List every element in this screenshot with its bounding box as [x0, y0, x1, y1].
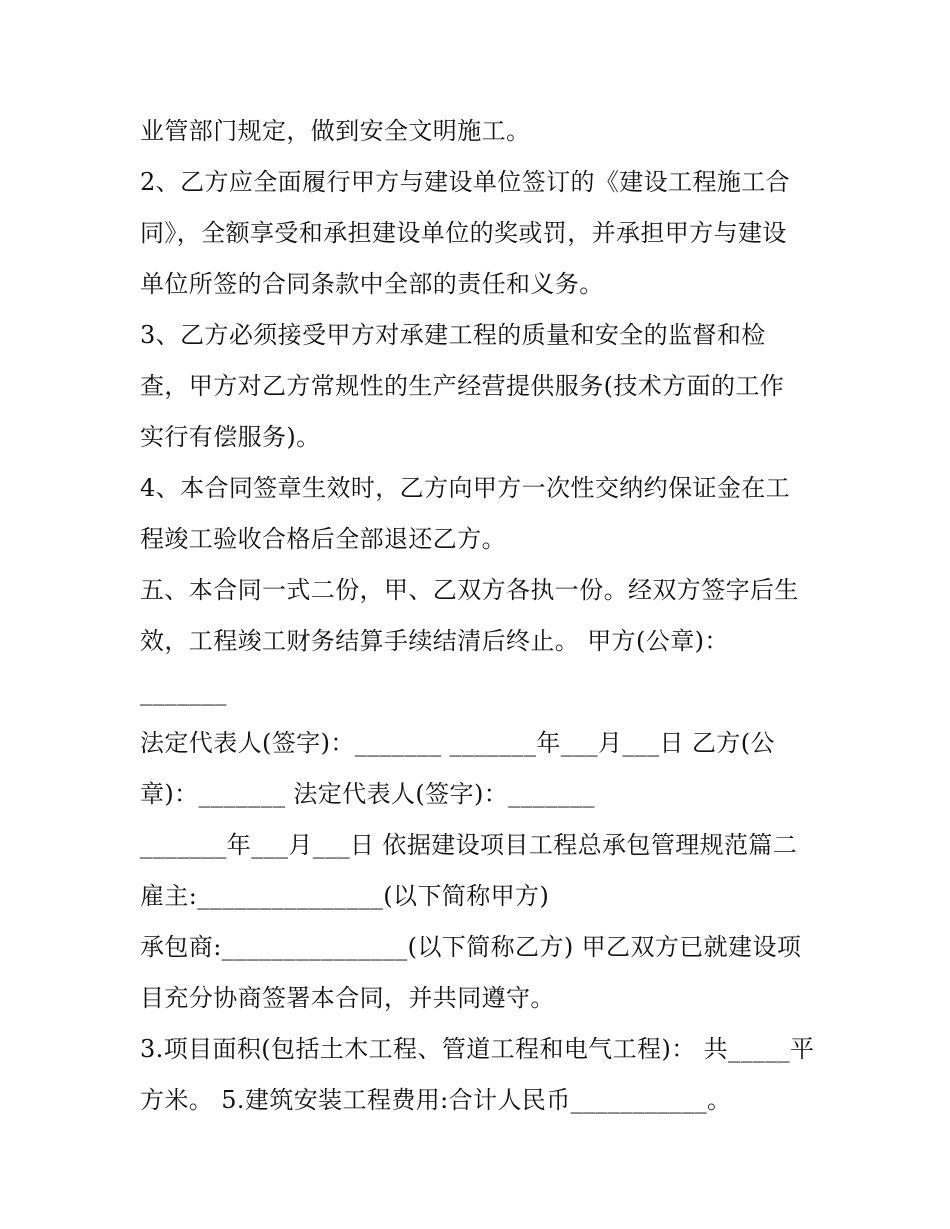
text-line: 单位所签的合同条款中全部的责任和义务。: [140, 270, 604, 298]
text-line: 效，工程竣工财务结算手续结清后终止。 甲方(公章)：: [140, 627, 729, 655]
text-line: 雇主:_______________(以下简称甲方): [140, 882, 550, 910]
text-line: 法定代表人(签字)：_______ _______年___月___日 乙方(公: [140, 729, 775, 757]
text-line: 查，甲方对乙方常规性的生产经营提供服务(技术方面的工作: [140, 372, 785, 400]
text-line: 4、本合同签章生效时，乙方向甲方一次性交纳约保证金在工: [140, 474, 791, 502]
text-line: 同》，全额享受和承担建设单位的奖或罚，并承担甲方与建设: [140, 219, 787, 247]
text-line: 承包商:_______________(以下简称乙方) 甲乙双方已就建设项: [140, 933, 802, 961]
signature-blank-line: _______: [140, 678, 227, 706]
text-line: 3.项目面积(包括土木工程、管道工程和电气工程)： 共_____平: [140, 1035, 815, 1063]
text-line: 五、本合同一式二份，甲、乙双方各执一份。经双方签字后生: [140, 576, 799, 604]
text-line: 业管部门规定，做到安全文明施工。: [140, 117, 531, 145]
contract-text: [140, 106, 820, 1126]
text-line: 方米。 5.建筑安装工程费用:合计人民币___________。: [140, 1086, 732, 1114]
text-line: 章)：_______ 法定代表人(签字)：_______: [140, 780, 595, 808]
text-line: 2、乙方应全面履行甲方与建设单位签订的《建设工程施工合: [140, 168, 791, 196]
text-line: 目充分协商签署本合同，并共同遵守。: [140, 984, 555, 1012]
text-line: 实行有偿服务)。: [140, 423, 321, 451]
text-line: _______年___月___日 依据建设项目工程总承包管理规范篇二: [140, 831, 798, 859]
text-line: 3、乙方必须接受甲方对承建工程的质量和安全的监督和检: [140, 321, 766, 349]
text-line: 程竣工验收合格后全部退还乙方。: [140, 525, 506, 553]
